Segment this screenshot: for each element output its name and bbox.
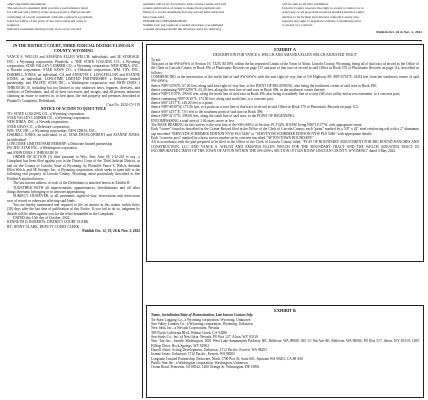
exhibit-a-line: That part of the SW¼SW¼ of Section 19, T32N, R118W, within the Incorporated Limits of the Town of Afton, Lincoln County, Wyoming, being all of that tract of record as the Office of the Clerk of Lincoln County in Book 396 of Photostatic Records on page 137 and part of that tract of record in said Office in Book 370 of Photostatic Records on page 112, described as follows:: [151, 62, 419, 75]
exhibit-b-line: Tri-State Logging Co., a Wyoming corporation, Wyoming, Unknown: [151, 317, 251, 322]
exhibit-a-title: EXHIBIT A: [274, 47, 296, 52]
notice-paragraph-1: ORDER OF ACTION (1) filed pursuant to Wyo. Stat. Ann. §§ 1-32-201 et seq., a Complaint has been filed against you in the District Court of the Third Judicial District, in and for the County of Lincoln, State of Wyoming, by Plaintiffs Vance S. Welch, Amanda Ellen Welch, and 3E Storage, Inc., a Wyoming corporation, which seeks to quiet title to the following real property in Lincoln County, Wyoming, more particularly described as See Exhibit A attached hereto.: [7, 155, 140, 181]
exhibit-a-line: COMMENCING at the intersection of the north line of said SW¼SW¼ with the east right-of-way line of US Highway 89; S89°25'54"E, 36.84 feet from the southwest corner of said SW¼SW¼;: [151, 75, 419, 84]
court-caption-parties: VANCE S. WELCH and AMANDA ELLEN WELCH, individuals, and 3E STORAGE, INC., a Wyoming corporation, Plaintiffs, v. THE STATE LOGGING CO., a Wyoming corporation; STAR VALLEY LUMBER CO., a Wyoming corporation; NEW IDRIA, INC., a Nevada corporation; STAR SAWS CO., a Delaware corporation; WM. TAY, INC., DARRELL JONES, an individual, CA and ANNETTE J. LONGFELLOW and JOANNE JONES, an individual; LONGTIME LIMITED PARTNERSHIP: a Delaware limited partnership; and PACIFIC STAR INC., a Washington corporation; and JOHN DOES 1 THROUGH 10, including but not limited to any unknown heirs, legatees, devisees, and creditors of Defendants; and all of their successors and assigns, and all persons unknown claiming an estate or interest in, or lien upon, the real property and premises described in Plaintiff's Complaint, Defendants.: [7, 55, 140, 103]
prev-notice-line: reject any or all proposals received should Lincoln County: [282, 10, 365, 15]
exhibit-a-line: All in accordance with the plat prepared to be filed in the Office of the Clerk of Lincoln County titled, "PLAT OF BOUNDARY ADJUSTMENT FOR BIG ROUND RANCHES AND CONSTRUCTION, LLC AND VANCE S. WELCH AND AMANDA ELLEN WELCH FOR THE BOUNDARY TRACT AND THE WELCH ADJUSTED TRACT IN INCORPORATED LIMITS OF THE TOWN OF AFTON WITHIN THE SW¼SW¼ SECTION 19 T32N R118W LINCOLN COUNTY, WYOMING" dated 3 May 2022.: [151, 140, 419, 153]
column-rule: [142, 42, 143, 398]
court-notice-publish-line: Publish Oct. 12, 19, 26 & Nov. 2, 2022: [82, 228, 140, 233]
exhibit-a-line: thence N89°40'30"W, 173.56 feet, to a point on a west line of that tract of record in said Office in Book 370 of Photostatic Records on page 112;: [151, 105, 359, 110]
prev-notice-line: have been paid.: [143, 14, 165, 19]
prev-notice-col-left: [7, 2, 137, 31]
notice-paragraph-2: The last known address of each of the Defendants is attached hereto as Exhibit B.: [13, 181, 131, 186]
prev-notice-line: to award of a contract.: [282, 23, 314, 28]
exhibit-b-line: Longtime Limited Partnership, Delaware, North 1700 Prof St, Suite 601, Spokane WA 99201, CA 88 AM: [151, 356, 303, 361]
defendant-item: and JOHN DOES 1 THROUGH 10: [7, 150, 59, 155]
prev-notice-line: other negotiable instrument.: [7, 2, 47, 6]
exhibit-a-intro: DESCRIPTION FOR VANCE S. WELCH AND AMANDA ELLEN WELCH ADJUSTED TRACT: [213, 53, 357, 58]
prev-notice-line: payment will be in accordance with contract terms and will: [143, 2, 226, 6]
notice-paragraph-3: TOGETHER WITH all improvements, appurtenances, hereditaments and all other things thereunto belonging or in anywise appertaining.: [7, 185, 140, 194]
prev-notice-line: require publication of intent to make final payment and: [143, 6, 221, 11]
exhibit-b-title: EXHIBIT B: [274, 308, 296, 313]
notice-paragraph-5: You are hereby summoned and required to file an answer in this matter within thirty (30) days after the last date of publication of this Notice. If you fail to do so, judgment by default will be taken against you for the relief demanded in the Complaint.: [7, 202, 140, 216]
prev-notice-line: consisting of a local consultant with sub-contracts a payment: [7, 14, 93, 19]
exhibit-a-line: Each "concrete post" marked by a brass survey marker set in concrete inscribed "AFTON TOWN BOUNDARY".: [151, 135, 315, 140]
exhibit-b-line: New Idria, Inc., a Nevada Corporation, Nevada: [151, 326, 220, 331]
exhibit-b-line: Star Valley Lumber Co., a Wyoming corporation, Wyoming, Unknown: [151, 322, 253, 327]
prev-notice-publish-line: Publish Oct. 26 & Nov. 2, 2022: [376, 30, 422, 35]
exhibit-b-subtitle: Name, Jurisdiction/State of Domestication, Last known Contact Info: [151, 313, 253, 318]
defendant-item: PACIFIC STAR INC., a Washington corporation: [7, 146, 77, 151]
case-number: Case No. 2022-CV-119: [106, 102, 140, 107]
exhibit-a-line: thence N89°32'06"E, 67.20 feet, along said east right-of-way line, to the POINT OF BEGINNING, also being the northwest corner of said tract in Book 396;: [151, 83, 377, 88]
quiet-title-court-notice: [7, 44, 140, 396]
prev-notice-col-mid: [143, 2, 275, 31]
notice-dated-line: DATED this 13th day of October, 2022.: [13, 215, 71, 220]
exhibit-a-line: thence S00°14'37"E, 7.01 feet to the southeast point of said tract in Book 396;: [151, 109, 264, 114]
prev-notice-line: bond for 100% of the price of the sub-contracted work is: [7, 18, 87, 23]
prev-notice-line: Lincoln County reserves the right to award a contract or to: [282, 6, 365, 11]
exhibit-b-contact-list: [151, 318, 419, 370]
exhibit-b-line: Pacific Star Inc., a Washington corporation, Washington, Unknown: [151, 361, 248, 366]
exhibit-b-line: 399 North California Blvd, Walnut Creek, CA 94596: [151, 330, 228, 335]
exhibit-a-line: The BASE BEARING for this survey is the west line of the SW¼SW¼ of Section 19, T32N, R118W, being N00°14'37"W, with appropriate strata.: [151, 122, 363, 127]
prev-notice-line: The selected consultant shall provide a performance bond: [7, 6, 88, 11]
exhibit-a-line: Each "corner" found as described in the Corner Record filed in the Office of the Clerk of Lincoln County; each "point" marked by a 5/8" x 24" steel reinforcing rod with a 2" aluminum cap inscribed "MRYLYDE SCHRIMER EDITION NYW PLS 5446" or "SURVEYOR SCHRIMER EDITION NYW PLS 5446" with appropriate details.: [151, 127, 419, 136]
exhibit-a-line: ENCOMPASSING a total area of 1.66 acres, more or less.: [151, 118, 235, 123]
exhibit-b-line: Darrell Jones: Acting Development, Unknown, 1712 Pacific, Everett, WA 98203: [151, 348, 267, 353]
exhibit-a-line: thence continuing N89°32'06"E, 63.20 feet, along the west line of said tract in Book 396, to the northwest corner thereof;: [151, 88, 326, 93]
court-heading: IN THE DISTRICT COURT, THIRD JUDICIAL DISTRICT LINCOLN COUNTY, WYOMING: [13, 44, 134, 53]
prev-notice-line: a sealed envelope inside the envelope used for delivery): [143, 27, 222, 32]
exhibit-b-line: Joanne Jones: Unknown, 1712 Pacific, Everett, WA 98203: [151, 352, 235, 357]
prev-notice-line: required.: [7, 23, 20, 28]
clerk-signature: KENNETH D. ROBERTS, DISTRICT COURT CLERK: [7, 220, 89, 225]
deputy-signature: BY: JENNY CLARK, DEPUTY COURT CLERK: [7, 224, 80, 229]
prev-notice-line: deem it to be in their best interest. Lincoln County also: [282, 14, 360, 19]
exhibit-a-line: thence continuing N89°16'10"E, 173.50 feet, along said north line, to a concrete post;: [151, 96, 274, 101]
defendant-item: TO: STATE LOGGING CO., a Wyoming corporation: [7, 111, 85, 116]
prev-notice-line: will be sent to all who submitted.: [282, 2, 329, 6]
exhibit-a-line: thence N89°41'37"E, 298.06 feet, along the south line of said tract, to the POINT OF BEGINNING;: [151, 114, 295, 119]
defendant-item: STAR VALLEY LUMBER CO., a Wyoming corporation;: [7, 116, 91, 120]
exhibit-a-legal-description: [151, 58, 419, 154]
exhibit-b-line: Wm. Tay, Inc., Seattle, Washington, 5081 West Lake Sammamish Parkway NE, Bellevue, WA 98008, 365 1/1 8th Ave SE, Bellevue, WA 98004, PO Box 517, Afton, WY 83110; 1200 Hilltop Drive, Rock Springs, WY 82902: [151, 339, 419, 348]
prev-notice-col-right: [282, 2, 422, 34]
notice-paragraph-4: SUBJECT, HOWEVER, to all easements, rights-of-way, reservations and restrictions now of record or otherwise affecting said lands.: [7, 194, 140, 203]
prev-notice-line: for 100 percent (100%) of the proposal price. Bid proposals: [7, 10, 91, 15]
exhibit-b-box: [146, 305, 424, 398]
prev-notice-line: Selected consultant shall provide, at its own cost and: [7, 27, 81, 32]
exhibit-a-line: To wit:: [151, 57, 162, 62]
prev-notice-line: reserves the right to negotiate with the Consultant's prior: [282, 18, 362, 23]
exhibit-a-line: thence N89°16'10"E, 290.65 feet, along the north line of said tract in Book 396, also being a southerly line of a sixty (60) foot utility and access easement, to a concrete post;: [151, 92, 401, 97]
exhibit-b-line: Star Studs Co., Inc. of New Idria, Nevada, PO Box 127, Afton, WY 83110: [151, 335, 258, 340]
prev-notice-line: NONRETAL INFORMATION:: [143, 18, 188, 23]
defendant-list: [7, 112, 140, 155]
defendant-item: LONGTIME LIMITED PARTNERSHIP: a Delaware limited partnership: [7, 142, 113, 147]
defendant-item: WM. TAY, INC., a Wyoming corporation; NEW IDRIA, INC.,: [7, 129, 98, 134]
exhibit-a-box: [146, 44, 424, 262]
section-divider: [6, 40, 422, 41]
notice-of-action-title: NOTICE OF ACTION TO QUIET TITLE: [40, 107, 107, 112]
prev-notice-line: filing of a sworn statement that any and all subcontractors: [143, 10, 225, 15]
defendant-item: NEW IDRIA, INC., a Nevada corporation;: [7, 120, 69, 125]
defendant-item: STAR SAWS CO., a Delaware corporation;: [7, 124, 70, 129]
exhibit-a-line: thence S00°14'37"E, 149.20 feet to a point;: [151, 101, 214, 106]
defendant-item: DARRELL JONES, an individual; et al., STAR DEVELOPMENT and JOANNE JONES, an individual: [7, 133, 140, 142]
prev-notice-line: Submit four (4) copies in a sealed envelope, (recommend: [143, 23, 224, 28]
exhibit-b-line: Ocean Road, Princeton, NJ 08542, 1200 Orange St, Wilmington, DE 19801: [151, 365, 260, 370]
